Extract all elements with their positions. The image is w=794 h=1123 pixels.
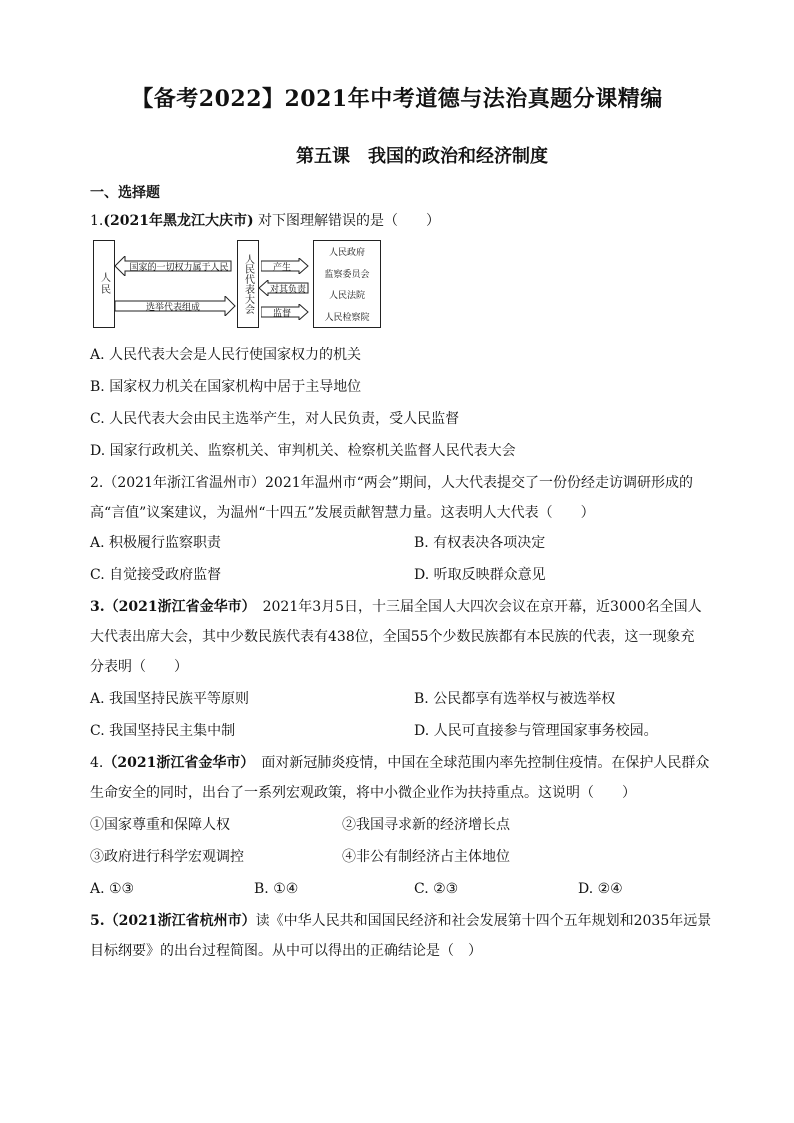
q3-option-c: C. 我国坚持民主集中制	[90, 723, 236, 739]
question-5-stem-cont: 目标纲要》的出台过程简图。从中可以得出的正确结论是（ ）	[90, 943, 482, 959]
diagram-produce-label: 产生	[272, 263, 291, 273]
diagram-people-box: 人民	[93, 240, 115, 328]
question-2-stem: 2.（2021年浙江省温州市）2021年温州市“两会”期间，人大代表提交了一份份经走访调研形成的	[90, 475, 693, 491]
question-3-stem-end: 分表明（ ）	[90, 659, 188, 675]
lesson-title: 第五课 我国的政治和经济制度	[296, 146, 548, 167]
question-3-stem: 3.（2021浙江省金华市） 2021年3月5日，十三届全国人大四次会议在京开幕，近3000名全国人	[90, 599, 702, 615]
diagram-arrow-top-label: 国家的一切权力属于人民	[129, 263, 229, 273]
q4-statement-4: ④非公有制经济占主体地位	[342, 849, 510, 865]
section-heading: 一、选择题	[90, 185, 160, 201]
q2-option-a: A. 积极履行监察职责	[90, 535, 222, 551]
diagram-org: 人民检察院	[324, 312, 370, 323]
page-title: 【备考2022】2021年中考道德与法治真题分课精编	[131, 86, 663, 112]
diagram-org: 人民法院	[328, 291, 365, 302]
question-3-stem-cont: 大代表出席大会，其中少数民族代表有438位，全国55个少数民族都有本民族的代表，这一现象充	[90, 629, 695, 645]
diagram-arrow-bottom-label: 选举代表组成	[145, 303, 200, 313]
q3-option-b: B. 公民都享有选举权与被选举权	[414, 691, 616, 707]
q4-statement-1: ①国家尊重和保障人权	[90, 817, 230, 833]
question-1-stem: 1.(2021年黑龙江大庆市) 对下图理解错误的是（ ）	[90, 213, 441, 229]
q1-option-a: A. 人民代表大会是人民行使国家权力的机关	[90, 347, 362, 363]
state-power-diagram	[93, 240, 383, 332]
diagram-congress-box: 人民代表大会	[237, 240, 259, 328]
question-4-stem-cont: 生命安全的同时，出台了一系列宏观政策，将中小微企业作为扶持重点。这说明（ ）	[90, 785, 636, 801]
question-5-stem: 5.（2021浙江省杭州市）读《中华人民共和国国民经济和社会发展第十四个五年规划和2035年远景	[90, 913, 712, 929]
q4-option-b: B. ①④	[254, 881, 299, 897]
q4-statement-3: ③政府进行科学宏观调控	[90, 849, 244, 865]
q2-option-b: B. 有权表决各项决定	[414, 535, 546, 551]
q1-option-c: C. 人民代表大会由民主选举产生，对人民负责，受人民监督	[90, 411, 460, 427]
q2-option-c: C. 自觉接受政府监督	[90, 567, 222, 583]
q4-option-d: D. ②④	[578, 881, 623, 897]
question-4-stem: 4.（2021浙江省金华市） 面对新冠肺炎疫情，中国在全球范围内率先控制住疫情。在保护人民群众	[90, 755, 710, 771]
q3-option-d: D. 人民可直接参与管理国家事务校园。	[414, 723, 658, 739]
q1-option-b: B. 国家权力机关在国家机构中居于主导地位	[90, 379, 362, 395]
diagram-responsible-label: 对其负责	[269, 285, 306, 295]
q4-option-a: A. ①③	[90, 881, 135, 897]
q2-option-d: D. 听取反映群众意见	[414, 567, 546, 583]
q3-option-a: A. 我国坚持民族平等原则	[90, 691, 250, 707]
diagram-org: 人民政府	[328, 248, 365, 259]
q4-option-c: C. ②③	[414, 881, 459, 897]
diagram-state-organs-box	[313, 240, 381, 328]
q4-statement-2: ②我国寻求新的经济增长点	[342, 817, 510, 833]
q1-option-d: D. 国家行政机关、监察机关、审判机关、检察机关监督人民代表大会	[90, 443, 516, 459]
diagram-org: 监察委员会	[324, 269, 370, 280]
question-2-stem-cont: 高“言值”议案建议，为温州“十四五”发展贡献智慧力量。这表明人大代表（ ）	[90, 505, 595, 521]
diagram-supervise-label: 监督	[272, 309, 291, 319]
